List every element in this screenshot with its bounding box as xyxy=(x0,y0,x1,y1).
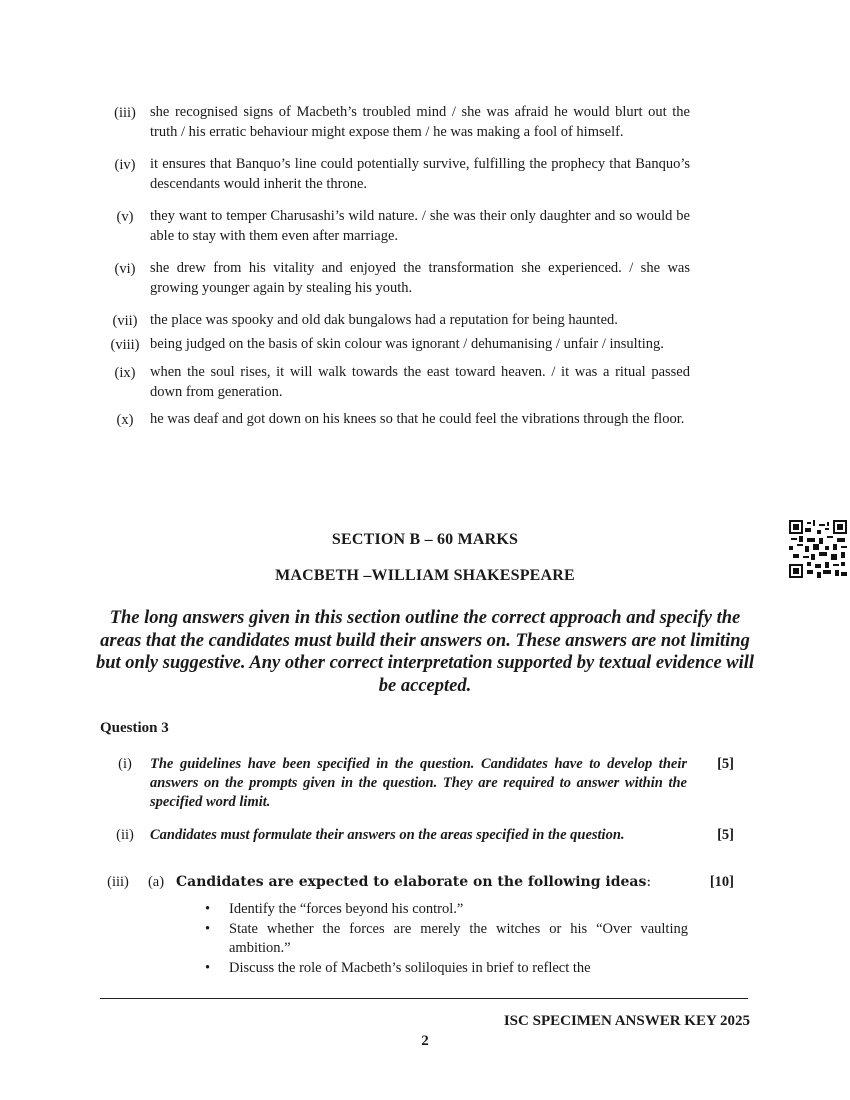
answer-text: he was deaf and got down on his knees so that he could feel the vibrations through the floor. xyxy=(150,411,685,427)
answer-item xyxy=(100,155,690,194)
question-item xyxy=(100,826,740,845)
bullet-icon: • xyxy=(205,921,211,937)
bullet-text: State whether the forces are merely the witches or his “Over vaulting ambition.” xyxy=(229,921,688,956)
question-subpart-heading xyxy=(176,873,688,892)
section-notice: The long answers given in this section outline the correct approach and specify the areas that the candidates must build their answers on. These answers are not limiting but only suggestive. Any other correct interpretation supported by textual evidence will be accepted. xyxy=(95,608,755,696)
bullet-icon: • xyxy=(205,901,211,917)
answer-text: it ensures that Banquo’s line could potentially survive, fulfilling the prophecy that Banquo’s descendants would inherit the throne. xyxy=(150,156,690,192)
guideline-bullet-list xyxy=(203,900,688,978)
short-answers-list xyxy=(100,103,690,431)
question-item-text: Candidates must formulate their answers on the areas specified in the question. xyxy=(150,827,625,843)
answer-number: (x) xyxy=(116,412,134,428)
bullet-text: Discuss the role of Macbeth’s soliloquies in brief to reflect the xyxy=(229,960,591,976)
answer-item xyxy=(100,103,690,142)
answer-number: (vii) xyxy=(112,313,138,329)
footer-title: ISC SPECIMEN ANSWER KEY 2025 xyxy=(503,1013,750,1029)
question-item-text: The guidelines have been specified in the question. Candidates have to develop their answers on the prompts given in the question. They are required to answer within the specified word limit. xyxy=(150,756,687,810)
answer-item xyxy=(100,363,690,402)
answer-text: being judged on the basis of skin colour was ignorant / dehumanising / unfair / insulting. xyxy=(150,335,664,352)
answer-item xyxy=(100,259,690,298)
subpart-heading-colon: : xyxy=(646,874,652,890)
question-item-number: (iii) xyxy=(107,874,129,890)
list-item xyxy=(203,900,688,919)
question-item-number: (i) xyxy=(118,756,132,772)
answer-text: the place was spooky and old dak bungalows had a reputation for being haunted. xyxy=(150,312,618,328)
answer-number: (vi) xyxy=(114,261,136,277)
section-title: SECTION B – 60 MARKS xyxy=(331,531,519,548)
section-subtitle: MACBETH –WILLIAM SHAKESPEARE xyxy=(275,567,575,584)
answer-item xyxy=(100,335,690,356)
question-heading: Question 3 xyxy=(100,720,169,736)
answer-number: (iv) xyxy=(114,157,136,173)
answer-item xyxy=(100,410,690,431)
footer-divider xyxy=(100,998,748,999)
answer-number: (viii) xyxy=(110,336,140,353)
list-item xyxy=(203,959,688,978)
question-item-marks: [5] xyxy=(717,827,734,843)
answer-text: she recognised signs of Macbeth’s troubled mind / she was afraid he would blurt out the truth / his erratic behaviour might expose them / he was making a fool of himself. xyxy=(150,104,690,140)
answer-text: she drew from his vitality and enjoyed the transformation she experienced. / she was growing younger again by stealing his youth. xyxy=(150,260,690,296)
question-item-marks: [5] xyxy=(717,756,734,772)
bullet-icon: • xyxy=(205,960,211,976)
subpart-heading-text: Candidates are expected to elaborate on the following ideas xyxy=(176,874,647,890)
answer-text: they want to temper Charusashi’s wild nature. / she was their only daughter and so would be able to stay with them even after marriage. xyxy=(150,208,690,244)
answer-number: (v) xyxy=(116,209,134,225)
bullet-text: Identify the “forces beyond his control.” xyxy=(229,901,464,917)
answer-number: (iii) xyxy=(114,105,136,121)
answer-number: (ix) xyxy=(114,365,136,381)
question-subpart-label: (a) xyxy=(147,874,165,890)
page-number: 2 xyxy=(421,1033,429,1049)
answer-item xyxy=(100,311,690,332)
question-item-marks: [10] xyxy=(709,874,734,890)
question-item-number: (ii) xyxy=(116,827,134,843)
answer-item xyxy=(100,207,690,246)
question-item-iii-header xyxy=(100,873,740,892)
answer-text: when the soul rises, it will walk towards the east toward heaven. / it was a ritual passed down from generation. xyxy=(150,364,690,400)
question-item xyxy=(100,755,740,812)
question-item-iii xyxy=(100,873,740,979)
list-item xyxy=(203,920,688,958)
